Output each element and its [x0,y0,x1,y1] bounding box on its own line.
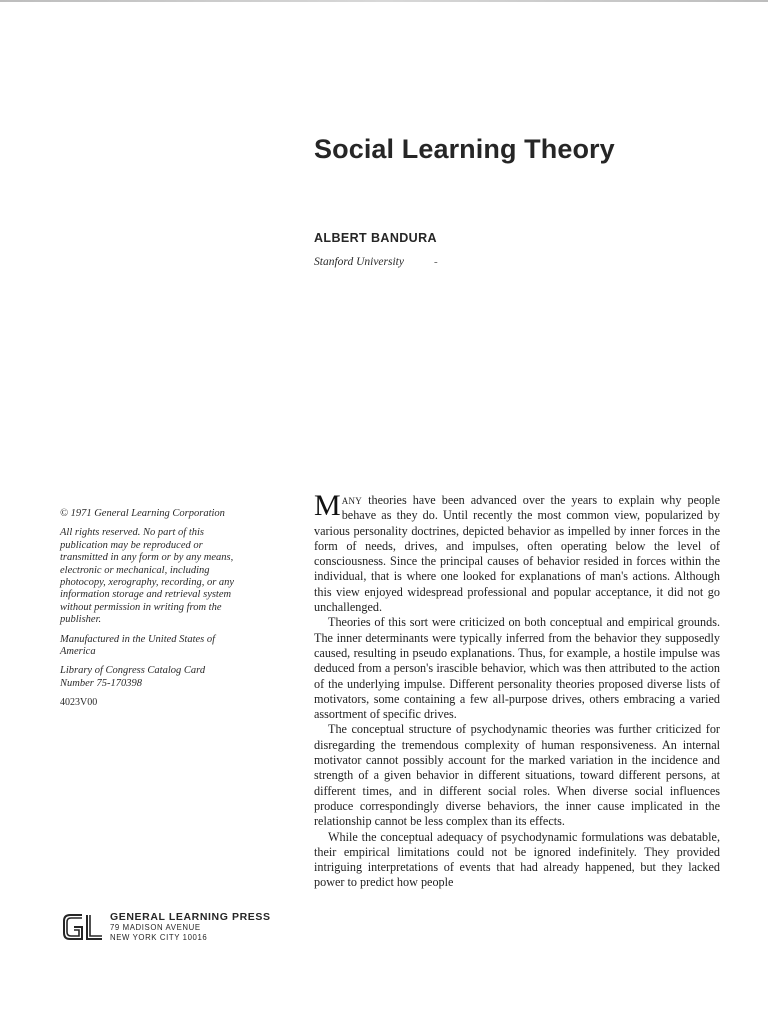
copyright-sidebar [60,508,240,717]
author-affiliation: Stanford University [314,256,404,268]
paragraph-1-text: theories have been advanced over the years to explain why people behave as they do. Until recently the most common view, popularized by various personality doctrines, depicted behavior as impelled by inner forces in the form of needs, drives, and impulses, often operating below the level of consciousness. Since the principal causes of behavior resided in forces within the individual, that is where one looked for explanations of man's actions. Although this view enjoyed widespread professional and popular acceptance, it did not go unchallenged. [314,493,720,615]
publisher-address-1: 79 MADISON AVENUE [110,923,201,932]
author-name: ALBERT BANDURA [314,231,437,245]
drop-cap: M [314,489,341,522]
paragraph-4: While the conceptual adequacy of psychodynamic formulations was debatable, their empirical limitations could not be ignored indefinitely. They provided intriguing interpretations of events that had already happened, but they lacked power to predict how people [314,829,720,890]
publisher-name: GENERAL LEARNING PRESS [110,911,271,923]
stray-mark: - [434,256,438,268]
gl-monogram-logo-icon [60,911,104,943]
paragraph-3: The conceptual structure of psychodynamic theories was further criticized for disregarding the tremendous complexity of human responsiveness. An internal motivator cannot possibly account for the marked variation in the incidence and strength of a given behavior in different situations, toward different persons, at different times, and in different social roles. When diverse social influences produce correspondingly diverse behaviors, the inner cause implicated in the relationship cannot be less complex than its effects. [314,722,720,829]
catalog-code: 4023V00 [60,697,98,709]
publisher-address-2: NEW YORK CITY 10016 [110,932,208,942]
library-catalog: Library of Congress Catalog Card Number 75-170398 [60,665,206,689]
article-body [314,489,720,891]
manufactured-notice: Manufactured in the United States of America [60,633,216,658]
publisher-text [110,911,271,942]
paragraph-2: Theories of this sort were criticized on both conceptual and empirical grounds. The inner determinants were typically inferred from the behavior they supposedly caused, resulting in pseudo explanations. Thus, for example, a hostile impulse was deduced from a person's irascible behavior, which was then attributed to the action of the underlying impulse. Different personality theories proposed diverse lists of motivators, some containing a few all-purpose drives, others embracing a varied assortment of specific drives. [314,615,720,722]
page-title: Social Learning Theory [314,134,615,164]
rights-notice: All rights reserved. No part of this publication may be reproduced or transmitted in any form or by any means, electronic or mechanical, including photocopy, xerography, recording, or any information storage and retrieval system without permission in writing from the publisher. [60,527,235,626]
publisher-block [60,911,271,947]
paragraph-1 [314,489,720,615]
copyright-line: © 1971 General Learning Corporation [60,508,225,519]
scan-edge [0,0,768,2]
lead-smallcaps: any [341,493,363,507]
